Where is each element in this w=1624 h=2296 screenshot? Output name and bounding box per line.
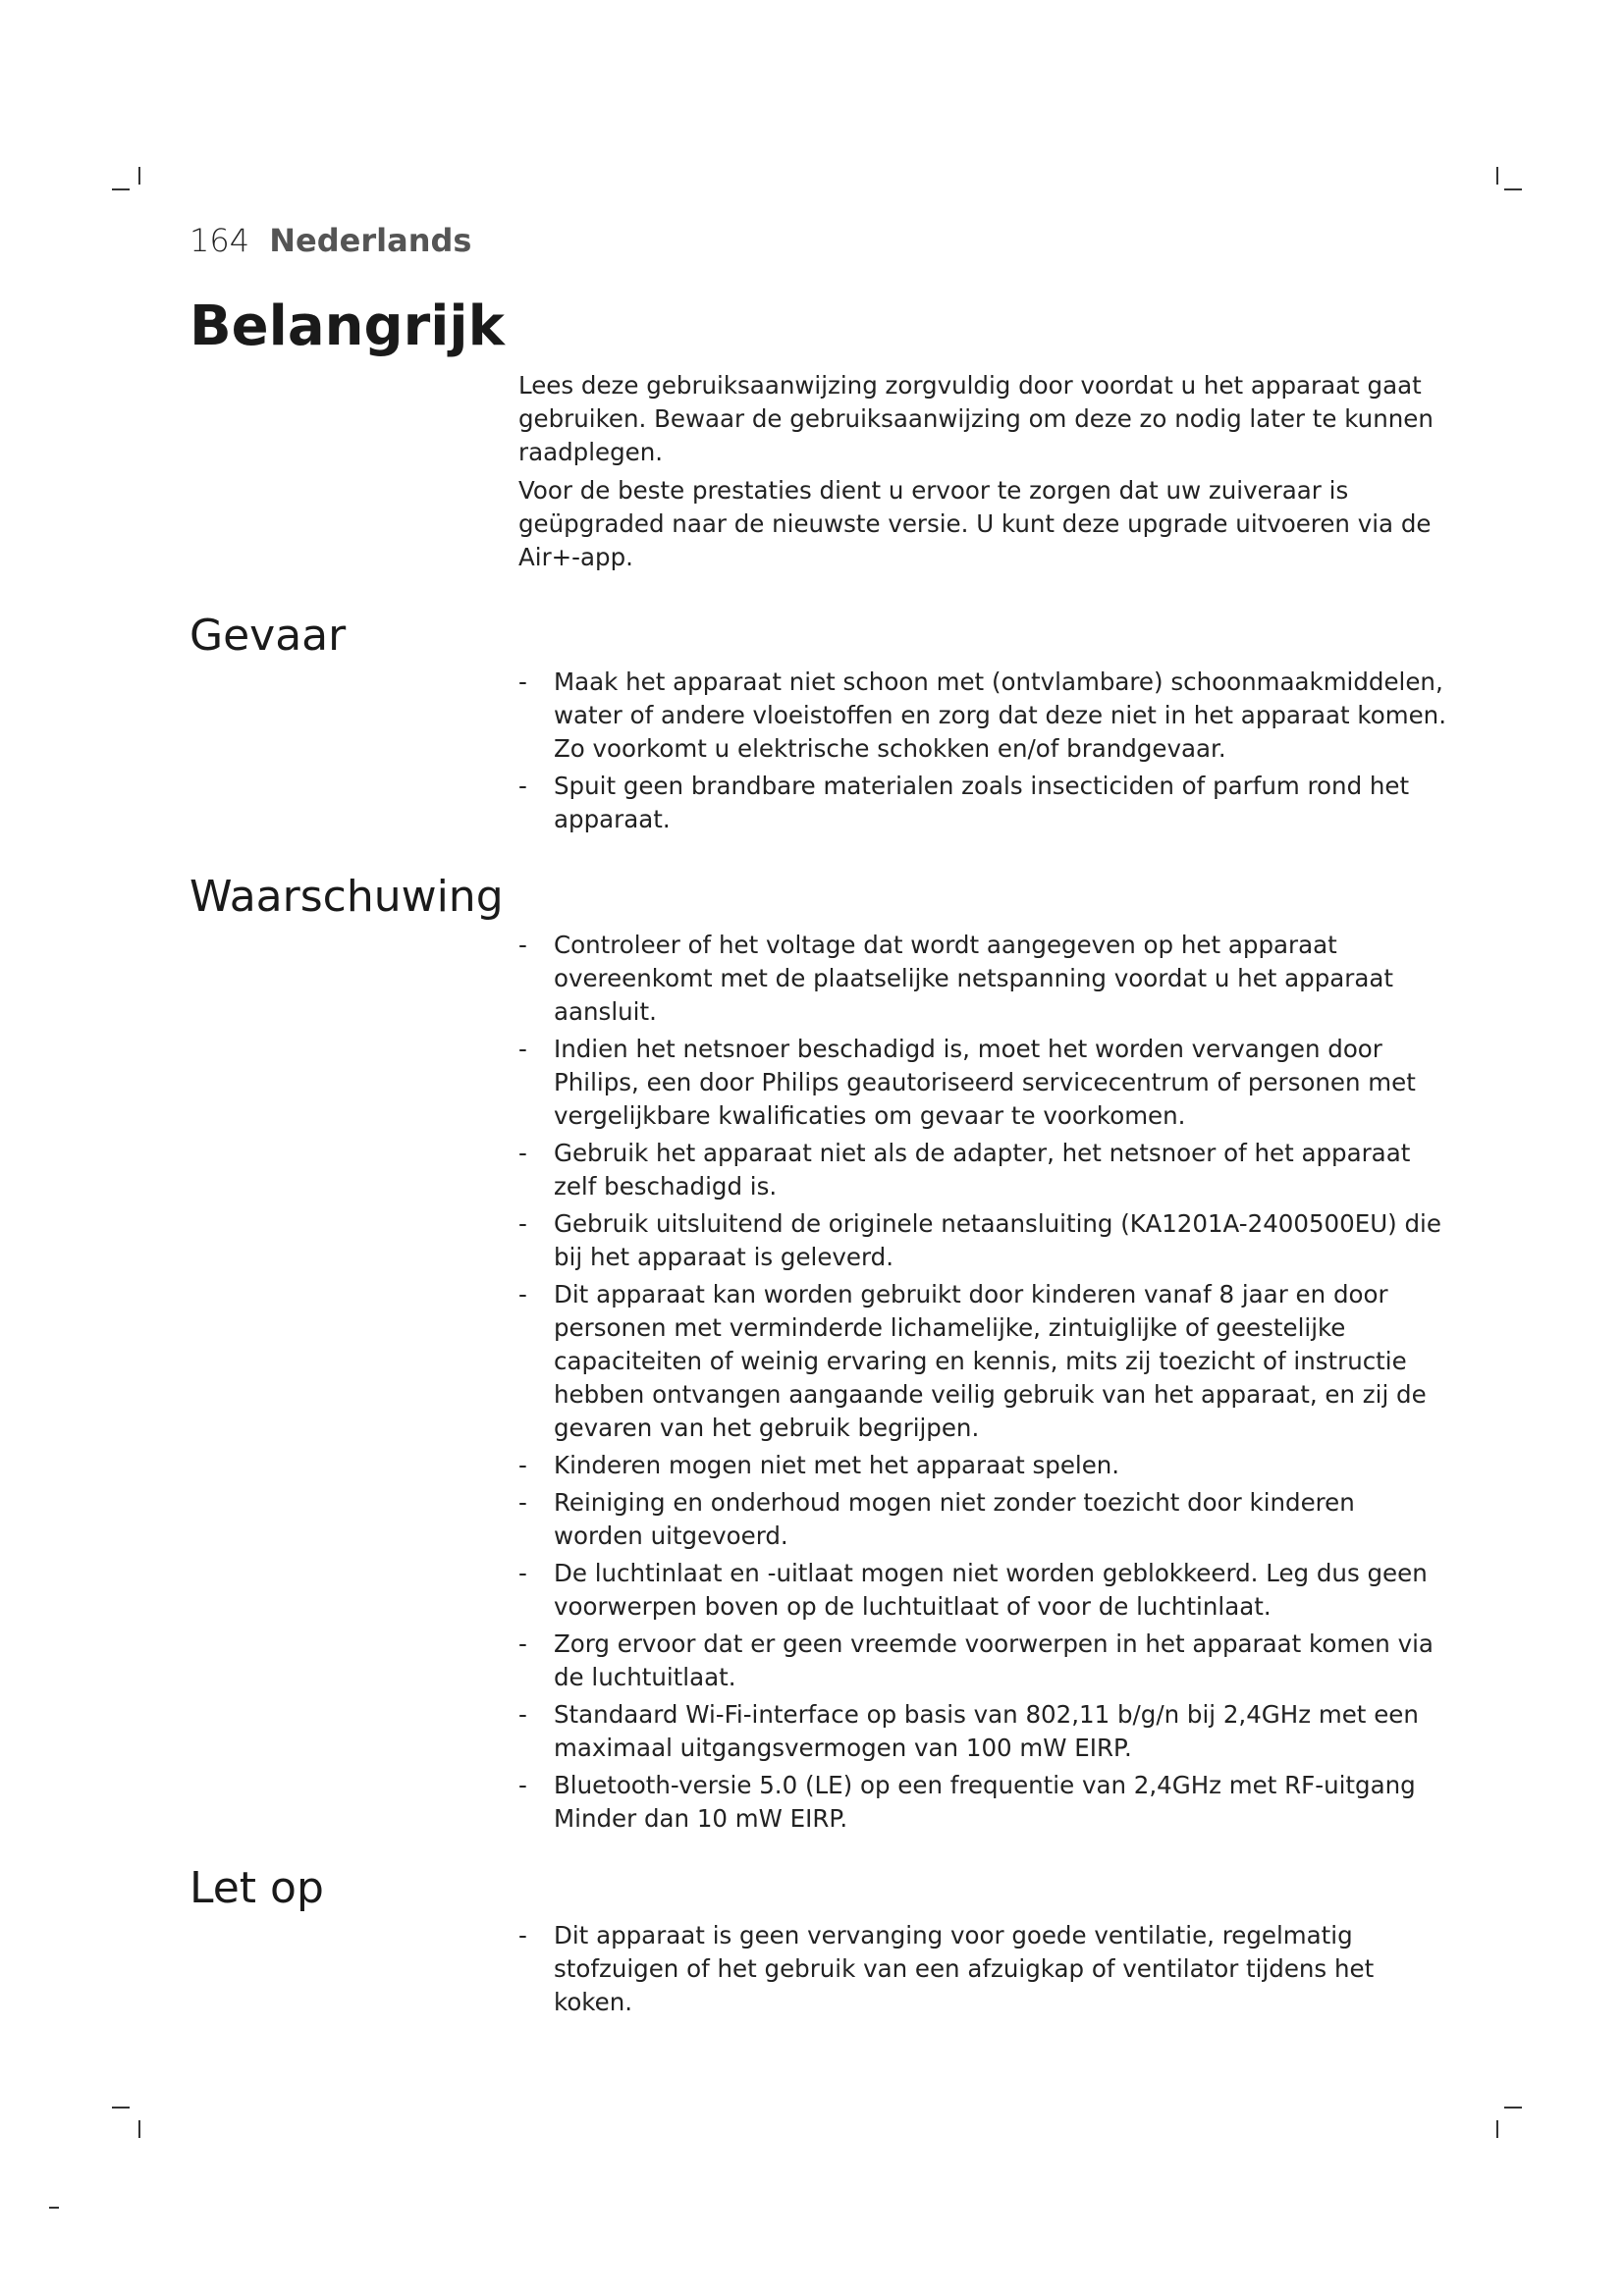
crop-mark (138, 2120, 140, 2138)
list-item (518, 929, 1451, 1029)
list-item-text: Dit apparaat kan worden gebruikt door kinderen vanaf 8 jaar en door personen met verminderde lichamelijke, zintuiglijke of geestelijke capaciteiten of weinig ervaring en kennis, mits zij toezicht of instructie hebben ontvangen aangaande veilig gebruik van het apparaat, en zij de gevaren van het gebruik begrijpen. (554, 1280, 1427, 1442)
list-item-text: De luchtinlaat en -uitlaat mogen niet worden geblokkeerd. Leg dus geen voorwerpen boven op de luchtuitlaat of voor de luchtinlaat. (554, 1559, 1428, 1621)
bullet-dash: - (518, 1629, 527, 1658)
list-item (518, 1628, 1451, 1694)
list-item-text: Spuit geen brandbare materialen zoals insecticiden of parfum rond het apparaat. (554, 772, 1410, 833)
bullet-dash: - (518, 1280, 527, 1308)
belangrijk-body (518, 369, 1451, 579)
bullet-dash: - (518, 772, 527, 800)
list-item-text: Kinderen mogen niet met het apparaat spelen. (554, 1451, 1120, 1479)
paragraph: Voor de beste prestaties dient u ervoor te zorgen dat uw zuiveraar is geüpgraded naar de nieuwste versie. U kunt deze upgrade uitvoeren via de Air+-app. (518, 476, 1432, 571)
bullet-dash: - (518, 1451, 527, 1479)
crop-mark (112, 2107, 130, 2109)
list-item (518, 1207, 1451, 1274)
crop-mark (112, 188, 130, 190)
crop-mark (1504, 2107, 1522, 2109)
list-item-text: Gebruik het apparaat niet als de adapter, het netsnoer of het apparaat zelf beschadigd is. (554, 1139, 1411, 1201)
bullet-dash: - (518, 1771, 527, 1799)
list-item (518, 1919, 1451, 2019)
list-item (518, 1486, 1451, 1553)
paragraph: Lees deze gebruiksaanwijzing zorgvuldig door voordat u het apparaat gaat gebruiken. Bewaar de gebruiksaanwijzing om deze zo nodig later te kunnen raadplegen. (518, 371, 1434, 466)
bullet-dash: - (518, 1035, 527, 1063)
bullet-dash: - (518, 1700, 527, 1729)
bullet-dash: - (518, 1209, 527, 1238)
list-item-text: Dit apparaat is geen vervanging voor goede ventilatie, regelmatig stofzuigen of het gebruik van een afzuigkap of ventilator tijdens het koken. (554, 1921, 1375, 2016)
bullet-dash: - (518, 1921, 527, 1949)
section-title-gevaar: Gevaar (189, 611, 347, 661)
list-item (518, 1698, 1451, 1765)
list-item-text: Standaard Wi-Fi-interface op basis van 802,11 b/g/n bij 2,4GHz met een maximaal uitgangsvermogen van 100 mW EIRP. (554, 1700, 1419, 1762)
bullet-dash: - (518, 931, 527, 959)
crop-mark (138, 167, 140, 185)
crop-mark (49, 2207, 59, 2209)
list-item (518, 666, 1451, 766)
list-item-text: Bluetooth-versie 5.0 (LE) op een frequentie van 2,4GHz met RF-uitgang Minder dan 10 mW EIRP. (554, 1771, 1416, 1833)
list-item (518, 1557, 1451, 1624)
section-title-waarschuwing: Waarschuwing (189, 872, 504, 922)
bullet-dash: - (518, 667, 527, 696)
section-title-let-op: Let op (189, 1863, 324, 1913)
list-item (518, 1278, 1451, 1445)
crop-mark (1496, 2120, 1498, 2138)
list-item (518, 770, 1451, 836)
waarschuwing-list (518, 929, 1451, 1840)
list-item-text: Maak het apparaat niet schoon met (ontvlambare) schoonmaakmiddelen, water of andere vloeistoffen en zorg dat deze niet in het apparaat komen. Zo voorkomt u elektrische schokken en/of brandgevaar. (554, 667, 1446, 763)
bullet-dash: - (518, 1139, 527, 1167)
page-number: 164 (189, 222, 250, 259)
list-item (518, 1137, 1451, 1203)
crop-mark (1504, 188, 1522, 190)
bullet-dash: - (518, 1488, 527, 1517)
list-item (518, 1449, 1451, 1482)
list-item (518, 1769, 1451, 1836)
language-label: Nederlands (269, 222, 472, 259)
list-item-text: Zorg ervoor dat er geen vreemde voorwerpen in het apparaat komen via de luchtuitlaat. (554, 1629, 1434, 1691)
gevaar-list (518, 666, 1451, 840)
list-item-text: Reiniging en onderhoud mogen niet zonder toezicht door kinderen worden uitgevoerd. (554, 1488, 1355, 1550)
list-item (518, 1033, 1451, 1133)
list-item-text: Indien het netsnoer beschadigd is, moet het worden vervangen door Philips, een door Philips geautoriseerd servicecentrum of personen met vergelijkbare kwalificaties om gevaar te voorkomen. (554, 1035, 1416, 1130)
crop-mark (1496, 167, 1498, 185)
letop-list (518, 1919, 1451, 2023)
list-item-text: Controleer of het voltage dat wordt aangegeven op het apparaat overeenkomt met de plaatselijke netspanning voordat u het apparaat aansluit. (554, 931, 1393, 1026)
bullet-dash: - (518, 1559, 527, 1587)
list-item-text: Gebruik uitsluitend de originele netaansluiting (KA1201A-2400500EU) die bij het apparaat is geleverd. (554, 1209, 1441, 1271)
page-header (189, 222, 471, 259)
section-title-belangrijk: Belangrijk (189, 294, 505, 358)
